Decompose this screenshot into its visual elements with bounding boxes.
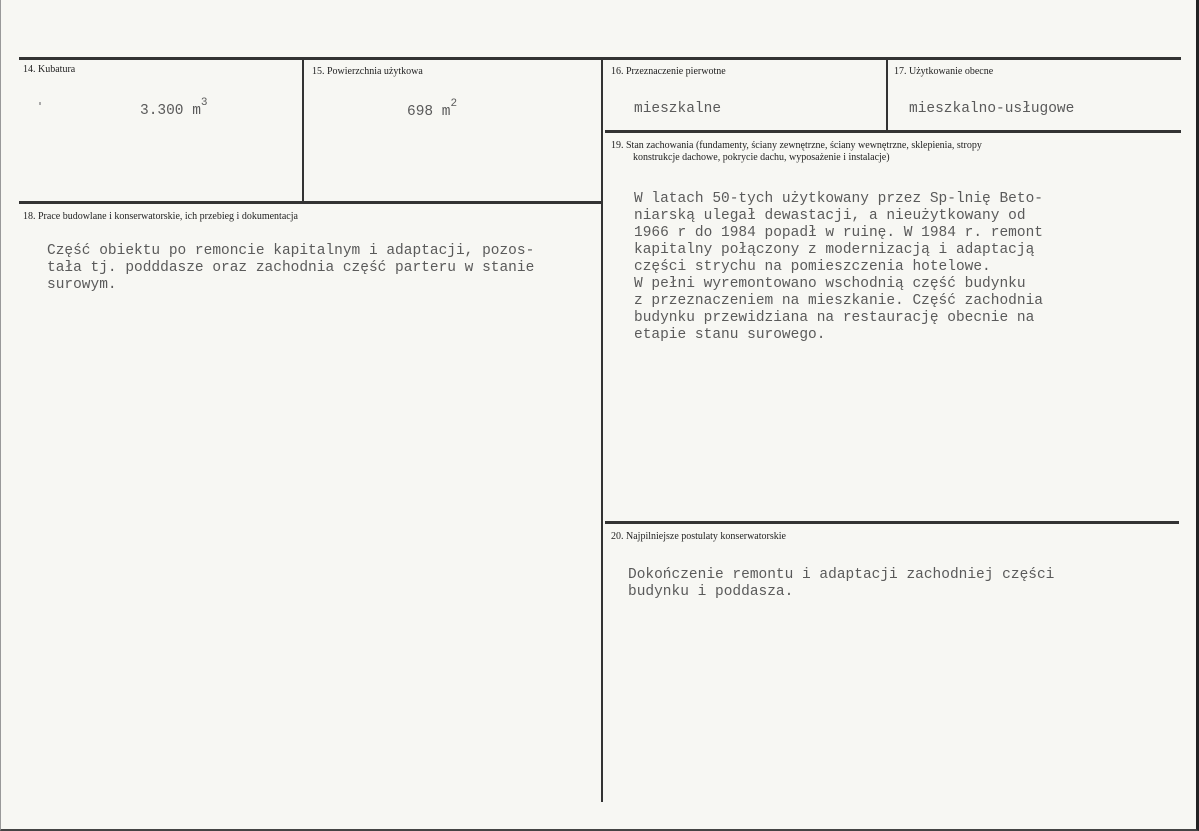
field-19-text xyxy=(634,191,1043,344)
right-lower-rule xyxy=(605,521,1179,524)
field-15-exponent: 2 xyxy=(450,98,458,110)
field-19-line: etapie stanu surowego. xyxy=(634,327,826,343)
field-16-label: 16. Przeznaczenie pierwotne xyxy=(611,66,726,77)
field-15-number: 698 m xyxy=(407,103,451,120)
field-20-line: Dokończenie remontu i adaptacji zachodniej części xyxy=(628,567,1055,583)
field-18-label: 18. Prace budowlane i konserwatorskie, ich przebieg i dokumentacja xyxy=(23,211,298,222)
field-15-label: 15. Powierzchnia użytkowa xyxy=(312,66,423,77)
field-18-line: Część obiektu po remoncie kapitalnym i adaptacji, pozos- xyxy=(47,243,535,259)
top-rule xyxy=(19,57,1181,60)
center-divider xyxy=(601,59,603,802)
field-19-line: W latach 50-tych użytkowany przez Sp-lnię Beto- xyxy=(634,191,1043,207)
field-14-label: 14. Kubatura xyxy=(23,64,76,75)
field-15-value xyxy=(407,98,458,120)
field-19-line: niarską ulegał dewastacji, a nieużytkowany od xyxy=(634,208,1026,224)
field-16-value: mieszkalne xyxy=(634,101,722,117)
divider-14-15 xyxy=(302,59,304,203)
divider-16-17 xyxy=(886,59,888,131)
field-18-line: surowym. xyxy=(47,277,117,293)
field-14-value xyxy=(140,97,208,119)
field-18-line: tała tj. podddasze oraz zachodnia część parteru w stanie xyxy=(47,260,535,276)
field-19-label-line: 19. Stan zachowania (fundamenty, ściany zewnętrzne, ściany wewnętrzne, sklepienia, stropy xyxy=(611,140,982,151)
field-20-text xyxy=(628,567,1054,601)
field-19-line: 1966 r do 1984 popadł w ruinę. W 1984 r. remont xyxy=(634,225,1043,241)
left-mid-rule xyxy=(19,201,602,204)
field-19-line: W pełni wyremontowano wschodnią część budynku xyxy=(634,276,1026,292)
field-17-label: 17. Użytkowanie obecne xyxy=(894,66,994,77)
field-20-line: budynku i poddasza. xyxy=(628,584,794,600)
field-17-value: mieszkalno-usługowe xyxy=(909,101,1075,117)
field-19-line: części strychu na pomieszczenia hotelowe. xyxy=(634,259,991,275)
field-19-label-line: konstrukcje dachowe, pokrycie dachu, wyposażenie i instalacje) xyxy=(633,152,890,163)
field-19-line: kapitalny połączony z modernizacją i adaptacją xyxy=(634,242,1035,258)
field-20-label: 20. Najpilniejsze postulaty konserwatorskie xyxy=(611,531,786,542)
paper-speck xyxy=(39,102,41,105)
field-19-line: z przeznaczeniem na mieszkanie. Część zachodnia xyxy=(634,293,1043,309)
field-14-exponent: 3 xyxy=(200,97,208,109)
right-upper-rule xyxy=(605,130,1181,133)
field-19-label xyxy=(611,140,982,164)
field-14-number: 3.300 m xyxy=(140,102,201,119)
field-19-line: budynku przewidziana na restaurację obecnie na xyxy=(634,310,1035,326)
field-18-text xyxy=(47,243,534,294)
